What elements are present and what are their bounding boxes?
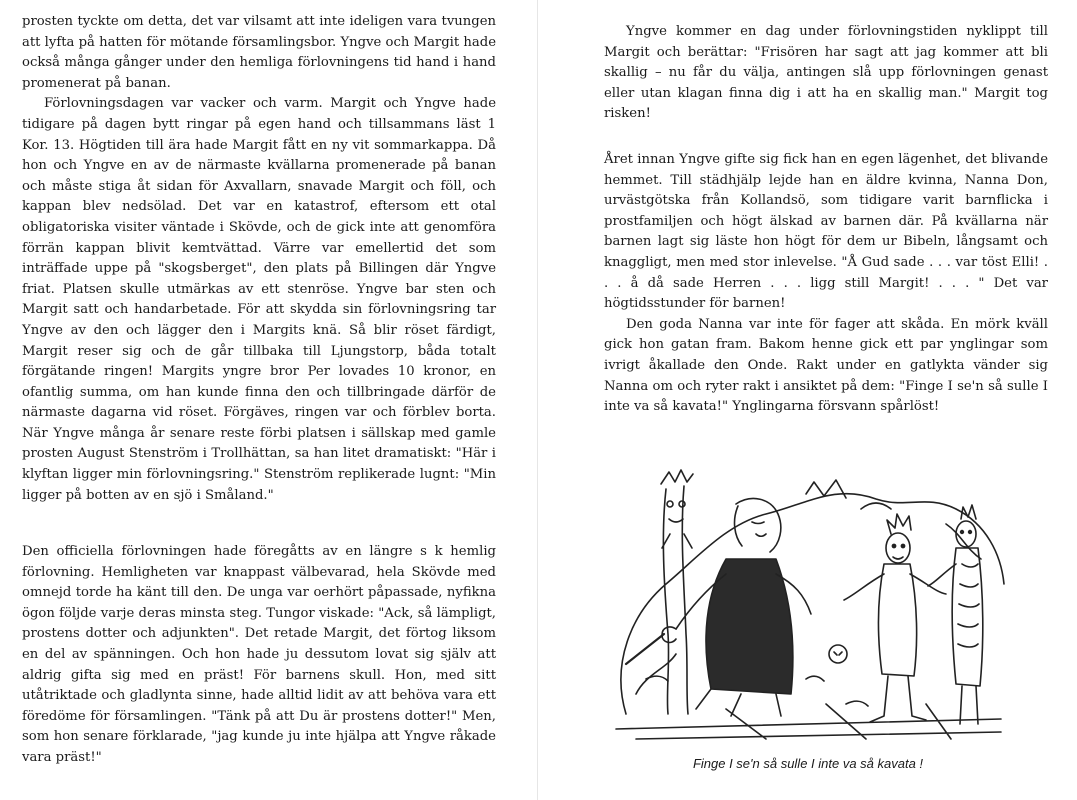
right-text-block-2 xyxy=(604,150,1048,418)
paragraph: Förlovningsdagen var vacker och varm. Margit och Yngve hade tidigare på dagen bytt ringar på egen hand och tillsammans läst 1 Kor. 13. Högtiden till ära hade Margit fått en ny vit sommarkappa. Då hon och Yngve en av de närmaste kvällarna promenerade på banan och måste stiga åt sidan för Axvallarn, snavade Margit och föll, och kappan blev nedsölad. Det var en katastrof, eftersom ett otal obligatoriska visiter väntade i Skövde, och de gick inte att genomföra förrän kappan blivit kemtvättad. Värre var emellertid det som inträffade uppe på "skogsberget", den plats på Billingen där Yngve friat. Platsen skulle utmärkas av ett stenröse. Yngve bar sten och Margit satt och handarbetade. För att skydda sin förlovningsring tar Yngve av den och lägger den i Margits knä. Så blir röset färdigt, Margit reser sig och de går tillbaka till Ljungstorp, båda totalt förgätande ringen! Margits yngre bror Per lovades 10 kronor, en ofantlig summa, om han kunde finna den och tillbringade därför de närmaste dagarna vid röset. Förgäves, ringen var och förblev borta. När Yngve många år senare reste förbi platsen i sällskap med gamle prosten August Stenström i Trollhättan, sa han litet dramatiskt: "Här i klyftan ligger min förlovningsring." Stenström replikerade lugnt: "Min ligger på botten av en sjö i Småland." xyxy=(22,96,496,503)
left-page xyxy=(0,0,538,800)
paragraph: Den officiella förlovningen hade föregåtts av en längre s k hemlig förlovning. Hemligheten var knappast välbevarad, hela Skövde med omnejd torde ha känt till den. De unga var oerhört påpassade, nyfikna ögon följde varje deras minsta steg. Tungor viskade: "Ack, så lämpligt, prostens dotter och adjunkten". Det retade Margit, det förtog liksom en del av spänningen. Och hon hade ju dessutom lovat sig själv att aldrig gifta sig med en präst! För barnens skull. Hon, med sitt utåtriktade och gladlynta sinne, hade alltid lidit av att behöva vara ett föredöme för församlingen. "Tänk på att Du är prostens dotter!" Men, som hon senare förklarade, "jag kunde ju inte hjälpa att Yngve råkade vara präst!" xyxy=(22,544,496,765)
paragraph: prosten tyckte om detta, det var vilsamt att inte ideligen vara tvungen att lyfta på hatten för mötande församlingsbor. Yngve och Margit hade också många gånger under den hemliga förlovningens tid hand i hand promenerat på banan. xyxy=(22,14,496,91)
left-text-block-2 xyxy=(22,542,496,769)
left-text-block-1 xyxy=(22,12,496,506)
paragraph: Året innan Yngve gifte sig fick han en egen lägenhet, det blivande hemmet. Till städhjälp lejde han en äldre kvinna, Nanna Don, urvästgötska från Kollandsö, som tidigare varit barnflicka i prostfamiljen och högt älskad av barnen där. På kvällarna när barnen lagt sig läste hon högt för dem ur Bibeln, långsamt och knaggligt, men med stor inlevelse. "Å Gud sade . . . var töst Elli! . . . å då sade Herren . . . ligg still Margit! . . . " Det var högtidsstunder för barnen! xyxy=(604,152,1048,312)
right-text-block-1 xyxy=(604,22,1048,125)
ink-drawing-illustration xyxy=(606,464,1010,744)
illustration-caption: Finge I se'n så sulle I inte va så kavata ! xyxy=(692,756,924,771)
paragraph: Den goda Nanna var inte för fager att skåda. En mörk kväll gick hon gatan fram. Bakom henne gick ett par ynglingar som ivrigt åkallade den Onde. Rakt under en gatlykta vänder sig Nanna om och ryter rakt i ansiktet på dem: "Finge I se'n så sulle I inte va så kavata!" Ynglingarna försvann spårlöst! xyxy=(604,316,1048,415)
paragraph: Yngve kommer en dag under förlovningstiden nyklippt till Margit och berättar: "Frisören har sagt att jag kommer att bli skallig – nu får du välja, antingen slå upp förlovningen genast eller utan klagan finna dig i att ha en skallig man." Margit tog risken! xyxy=(604,24,1048,122)
